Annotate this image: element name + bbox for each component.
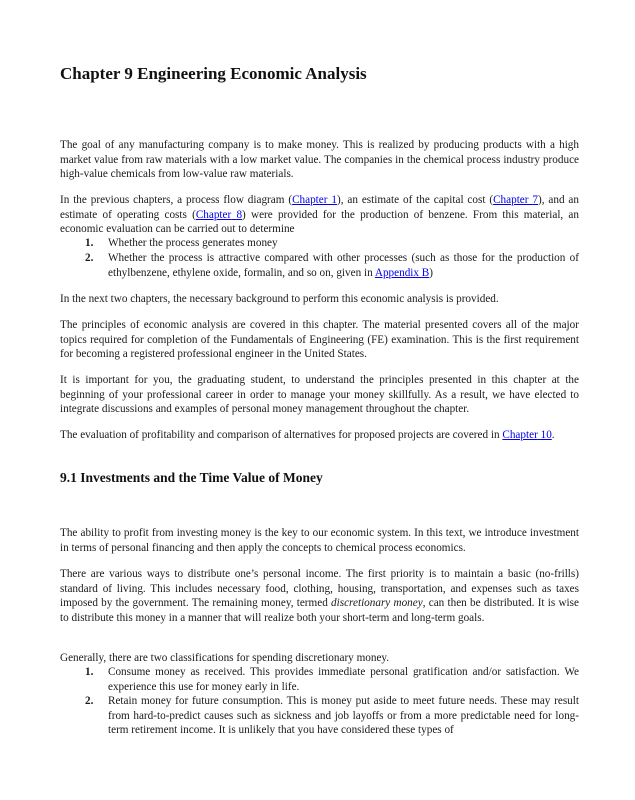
list-item: 1. Consume money as received. This provides immediate personal gratification and/or satisfaction. We experience this use for money early in life.	[85, 666, 579, 693]
intro-paragraph: The goal of any manufacturing company is to make money. This is realized by producing products with a high market value from raw materials with a low market value. The companies in the chemical process industry produce high-value chemicals from low-value raw materials.	[60, 139, 579, 181]
chapter-8-link[interactable]: Chapter 8	[195, 208, 243, 221]
chapter-title: Chapter 9 Engineering Economic Analysis	[60, 64, 367, 83]
appendix-b-link[interactable]: Appendix B	[374, 266, 430, 279]
chapter-1-link[interactable]: Chapter 1	[292, 194, 337, 206]
next-chapters-paragraph: In the next two chapters, the necessary background to perform this economic analysis is provided.	[60, 293, 499, 305]
generally-paragraph: Generally, there are two classifications for spending discretionary money.	[60, 652, 390, 664]
chapter-10-link[interactable]: Chapter 10	[502, 429, 552, 441]
list-item: 1. Whether the process generates money	[85, 237, 278, 249]
chapter-7-link[interactable]: Chapter 7	[493, 194, 538, 206]
principles-paragraph: The principles of economic analysis are covered in this chapter. The material presented covers all of the major topics required for completion of the Fundamentals of Engineering (FE) examination. This is the first requirement for becoming a registered professional engineer in the United States.	[60, 319, 579, 361]
list-item: 2. Whether the process is attractive compared with other processes (such as those for the production of ethylbenzene, ethylene oxide, formalin, and so on, given in Appendix B)	[85, 252, 579, 279]
ability-paragraph: The ability to profit from investing money is the key to our economic system. In this text, we introduce investment in terms of personal financing and then apply the concepts to chemical process economics.	[60, 527, 579, 554]
discretionary-paragraph: There are various ways to distribute one’s personal income. The first priority is to maintain a basic (no-frills) standard of living. This includes necessary food, clothing, housing, transportation, and expenses such as taxes imposed by the government. The remaining money, termed discretionary money, can then be distributed. It is wise to distribute this money in a manner that will realize both your short-term and long-term goals.	[60, 568, 579, 624]
section-title: 9.1 Investments and the Time Value of Money	[60, 470, 323, 485]
previous-chapters-paragraph: In the previous chapters, a process flow diagram (Chapter 1), an estimate of the capital cost (Chapter 7), and an estimate of operating costs (Chapter 8) were provided for the production of benzene. From this material, an economic evaluation can be carried out to determine	[60, 194, 579, 236]
evaluation-paragraph: The evaluation of profitability and comparison of alternatives for proposed projects are covered in Chapter 10.	[60, 429, 555, 441]
list-item: 2. Retain money for future consumption. This is money put aside to meet future needs. These may result from hard-to-predict causes such as sickness and job layoffs or from a more predictable need for long-term retirement income. It is unlikely that you have considered these types of	[85, 695, 579, 737]
important-paragraph: It is important for you, the graduating student, to understand the principles presented in this chapter at the beginning of your professional career in order to manage your money skillfully. As a result, we have elected to integrate discussions and examples of personal money management throughout the chapter.	[60, 374, 579, 416]
